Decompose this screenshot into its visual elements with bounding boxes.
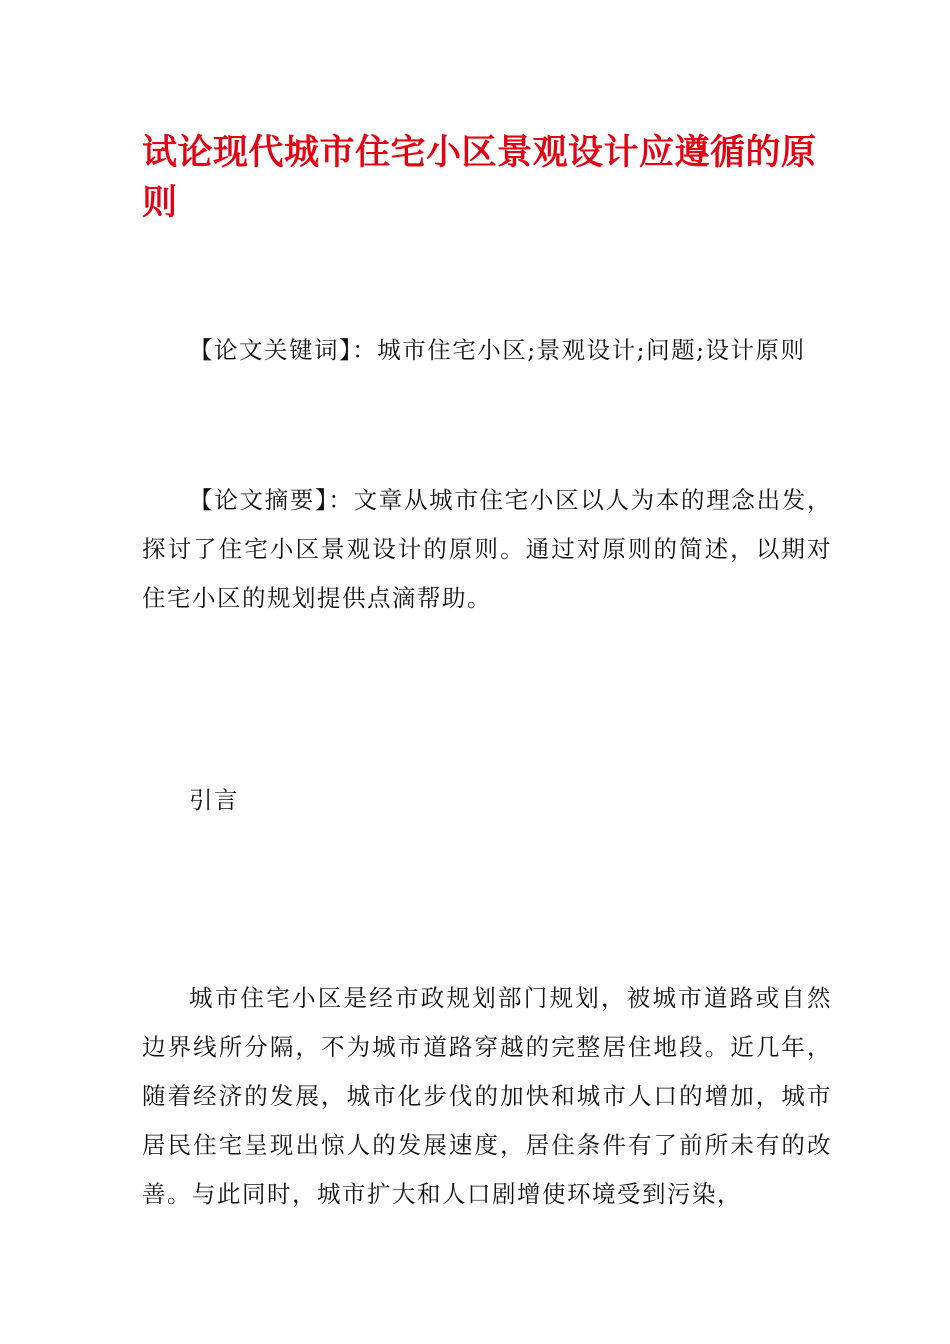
document-title: 试论现代城市住宅小区景观设计应遵循的原则 xyxy=(142,133,817,223)
introduction-heading: 引言 xyxy=(189,786,239,814)
keywords-paragraph: 【论文关键词】：城市住宅小区;景观设计;问题;设计原则 xyxy=(189,336,806,364)
body-paragraph: 城市住宅小区是经市政规划部门规划，被城市道路或自然边界线所分隔，不为城市道路穿越的完整居住地段。近几年，随着经济的发展，城市化步伐的加快和城市人口的增加，城市居民住宅呈现出惊人的发展速度，居住条件有了前所未有的改善。与此同时，城市扩大和人口剧增使环境受到污染， xyxy=(142,984,832,1208)
abstract-paragraph: 【论文摘要】：文章从城市住宅小区以人为本的理念出发，探讨了住宅小区景观设计的原则。通过对原则的简述，以期对住宅小区的规划提供点滴帮助。 xyxy=(142,486,832,612)
